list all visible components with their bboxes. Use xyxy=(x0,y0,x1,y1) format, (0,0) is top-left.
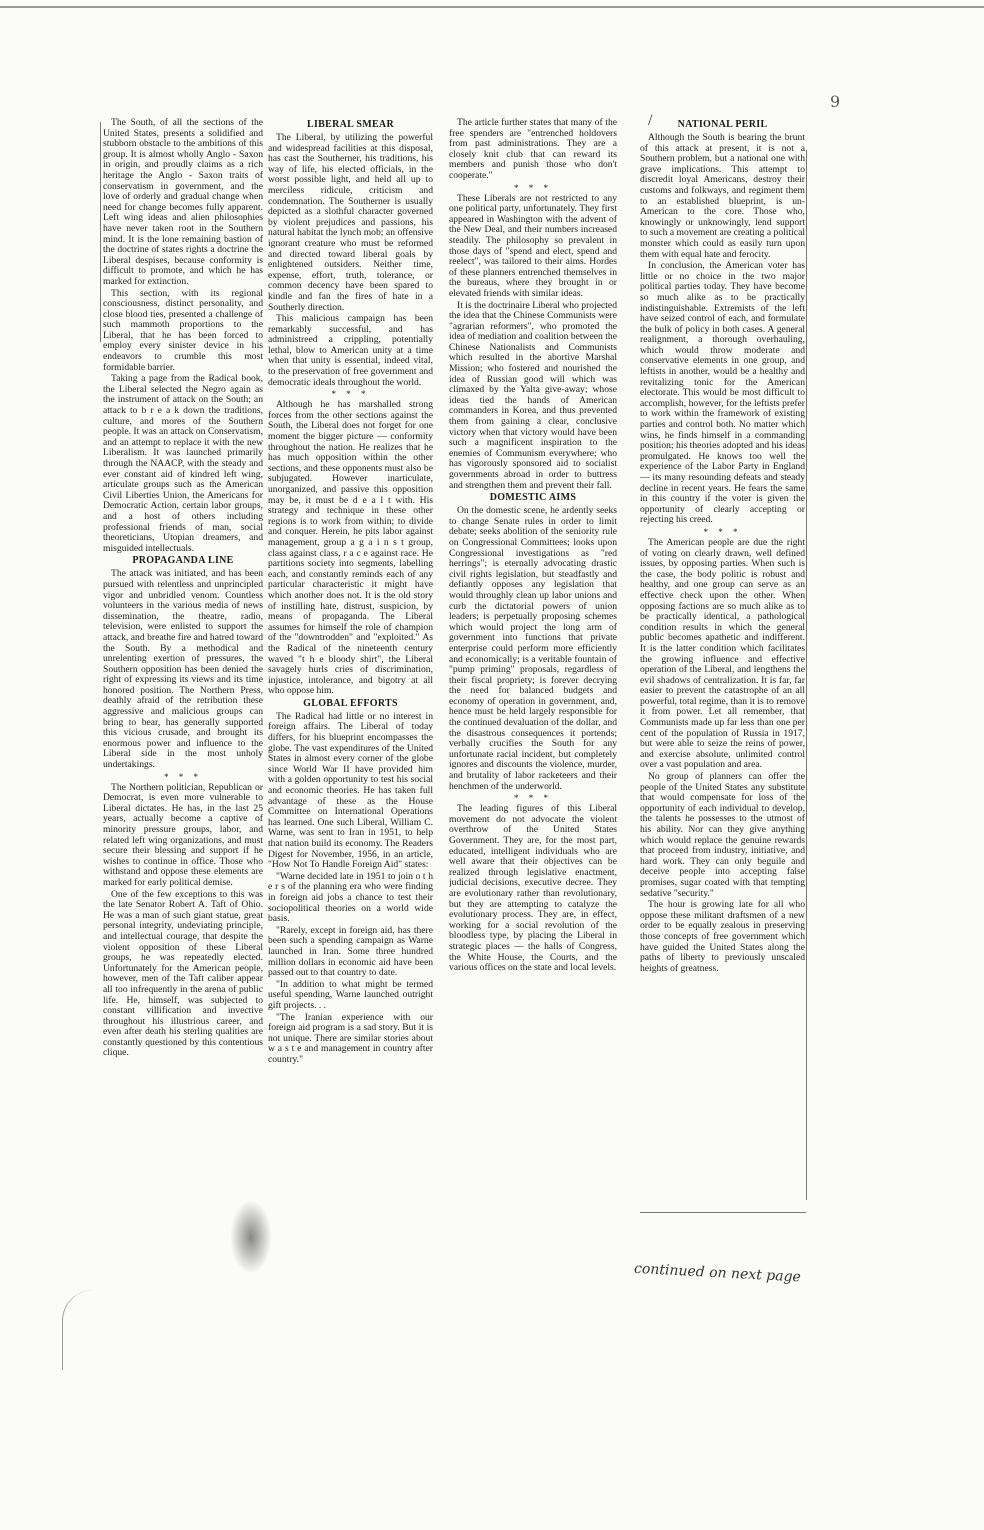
article-paragraph: In conclusion, the American voter has little or no choice in the two major political parties today. They have become so much alike as to be practically indistinguishable. Extremists of the left have seized control of each, and formulate the bulk of policy in both cases. A general realignment, a thorough overhauling, which would throw moderate and conservative elements in one group, and leftists in another, would be a healthy and revitalizing tonic for the American electorate. This would be most difficult to accomplish, however, for the leftists prefer to work within the framework of existing parties and control both. No matter which wins, he finds himself in a commanding position; his theories adopted and his ideas promulgated. He knows too well the experience of the Labor Party in England — its many resounding defeats and steady decline in recent years. He fears the same in this country if the voter is given the opportunity of clearly accepting or rejecting his creed. xyxy=(640,260,805,526)
column-4 xyxy=(640,118,805,1208)
article-paragraph: The attack was initiated, and has been pursued with relentless and unprincipled vigor and unbridled venom. Countless volunteers in the various media of news dissemination, the theatre, radio, television, were enlisted to support the attack, and breathe fire and hatred toward the South. By a methodical and unrelenting exertion of pressures, the Southern opposition has been denied the right of expressing its views and its time honored position. The Northern Press, deathly afraid of the retribution these aggressive and malicious groups can bring to bear, has generally supported this vicious crusade, and brought its enormous power and influence to the Liberal side in the most unholy undertakings. xyxy=(103,568,263,771)
section-heading: LIBERAL SMEAR xyxy=(307,119,394,130)
article-paragraph: The article further states that many of the free spenders are "entrenched holdovers from past administrations. They are a closely knit club that can reward its members and punish those who don't cooperate." xyxy=(449,118,617,181)
article-paragraph: Although the South is bearing the brunt of this attack at present, it is not a Southern problem, but a national one with grave implications. This attempt to discredit loyal Americans, destroy their customs and folkways, and regiment them to an established blueprint, is un-American to the core. Those who, knowingly or unknowingly, lend support to such a movement are creating a political monster which could as easily turn upon them with equal hate and ferocity. xyxy=(640,132,805,260)
bottom-rule xyxy=(640,1212,806,1213)
section-heading: NATIONAL PERIL xyxy=(677,119,768,130)
article-paragraph: Although he has marshalled strong forces from the other sections against the South, the Liberal does not forget for one moment the bigger picture — conformity throughout the nation. He realizes that he has much opposition within the other sections, and these opponents must also be subjugated. However inarticulate, unorganized, and passive this opposition may be, it must be d e a l t with. His strategy and technique in these other regions is to work from within; to divide and conquer. Herein, he pits labor against management, group a g a i n s t group, class against class, r a c e against race. He partitions society into segments, labelling each, and constantly reminds each of any particular characteristic it might have which another does not. It is the old story of instilling hate, distrust, suspicion, by means of propaganda. The Liberal assumes for himself the role of champion of the "downtrodden" and "exploited." As the Radical of the nineteenth century waved "t h e bloody shirt", the Liberal savagely hurls cries of discrimination, injustice, intolerance, and bigotry at all who oppose him. xyxy=(268,399,433,697)
article-paragraph: The South, of all the sections of the United States, presents a solidified and stubborn obstacle to the ambitions of this group. It is almost wholly Anglo - Saxon in origin, and proudly claims as a rich heritage the Anglo - Saxon traits of conservatism in government, and the love of orderly and gradual change when need for change becomes fully apparent. Left wing ideas and alien philosophies have never taken root in the Southern mind. It is the lone remaining bastion of the doctrine of states rights a doctrine the Liberal despises, because conformity is difficult to promote, and which he has marked for extinction. xyxy=(103,118,263,287)
article-paragraph: One of the few exceptions to this was the late Senator Robert A. Taft of Ohio. He was a man of such giant statue, great personal integrity, undeviating principle, and intellectual courage, that despite the violent opposition of these Liberal groups, he was repeatedly elected. Unfortunately for the American people, however, men of the Taft caliber appear all too infrequently in the arena of public life. He, himself, was subjected to constant villification and invective throughout his illustrious career, and even after death his sterling qualities are constantly questioned by this contentious clique. xyxy=(103,888,263,1059)
top-border-line xyxy=(0,6,984,8)
article-paragraph: "Rarely, except in foreign aid, has there been such a spending campaign as Warne launched in Iran. Some three hundred million dollars in economic aid have been passed out to that country to date. xyxy=(268,924,433,979)
article-paragraph: This malicious campaign has been remarkably successful, and has administreed a crippling, potentially lethal, blow to American unity at a time when that unity is essential, indeed vital, to the preservation of free government and democratic ideals throughout the world. xyxy=(268,313,433,388)
section-heading: GLOBAL EFFORTS xyxy=(303,697,398,709)
article-paragraph: The Radical had little or no interest in foreign affairs. The Liberal of today differs, for his blueprint encompasses the globe. The vast expenditures of the United States in almost every corner of the globe since World War II have provided him with a golden opportunity to test his social and economic theories. He has taken full advantage of these as the House Committee on International Operations has learned. One such Liberal, William C. Warne, was sent to Iran in 1951, to help that nation build its economy. The Readers Digest for November, 1956, in an article, "How Not To Handle Foreign Aid" states: xyxy=(268,710,433,871)
article-paragraph: "Warne decided late in 1951 to join o t h e r s of the planning era who were finding in foreign aid jobs a chance to test their sociopolitical theories on a world wide basis. xyxy=(268,870,433,925)
binding-curve xyxy=(62,1290,93,1370)
article-paragraph: "In addition to what might be termed useful spending, Warne launched outright gift projects. . . xyxy=(268,978,433,1011)
column-2 xyxy=(268,118,433,1268)
column-rule-right xyxy=(806,150,807,1200)
article-paragraph: These Liberals are not restricted to any one political party, unfortunately. They first appeared in Washington with the advent of the New Deal, and their numbers increased steadily. The philosophy so prevalent in those days of "spend and elect, spend and reelect", was tailored to their aims. Hordes of these planners entrenched themselves in the bureaus, where they brought in or elevated friends with similar ideas. xyxy=(449,192,617,299)
section-separator: * * * xyxy=(331,389,370,400)
section-separator: * * * xyxy=(164,771,202,782)
article-paragraph: No group of planners can offer the people of the United States any substitute that would compensate for loss of the opportunity of each individual to develop, the talents he possesses to the utmost of his ability. Nor can they give anything which would replace the genuine rewards that proceed from industry, initiative, and hard work. They can only beguile and deceive people into accepting false promises, sugar coated with that tempting sedative "security." xyxy=(640,771,805,899)
article-paragraph: On the domestic scene, he ardently seeks to change Senate rules in order to limit debate; seeks abolition of the seniority rule on Congressional Committees; looks upon Congressional investigations as "red herrings"; is eternally advocating drastic civil rights legislation, but steadfastly and defiantly opposes any legislation that would throughly clean up labor unions and curb the dictatorial powers of union leaders; is perpetually proposing schemes which would project the long arm of government into functions that private enterprise could perform more efficiently and economically; is a veritable fountain of "pump priming" proposals, regardless of their fiscal propriety; is forever decrying the need for balanced budgets and economy of operation in government, and, hence must be held largely responsible for the continued devaluation of the dollar, and the disastrous consequences it portends; verbally crucifies the South for any unfortunate racial incident, but completely ignores and discounts the violence, murder, and brutality of labor racketeers and their henchmen of the underworld. xyxy=(449,505,617,792)
ink-smudge xyxy=(230,1200,272,1274)
article-paragraph: The hour is growing late for all who oppose these militant draftsmen of a new order to be equally zealous in preserving those concepts of free government which have guided the United States along the paths of liberty to previously unscaled heights of greatness. xyxy=(640,899,805,974)
margin-slash-mark: / xyxy=(648,112,653,129)
column-1 xyxy=(103,118,263,1280)
handwritten-continuation-note: continued on next page xyxy=(633,1260,802,1286)
section-separator: * * * xyxy=(514,182,552,193)
article-paragraph: The Liberal, by utilizing the powerful and widespread facilities at this disposal, has cast the Southerner, his traditions, his way of life, his elected officials, in the worst possible light, and held all up to merciless ridicule, criticism and condemnation. The Southerner is usually depicted as a slothful character governed by violent prejudices and passions, his natural habitat the lynch mob; an offensive ignorant creature who must be reformed and directed toward liberal goals by enlightened outsiders. Neither time, expense, effort, truth, tolerance, or common decency have been spared to kindle and fan the fires of hate in a Southerly direction. xyxy=(268,132,433,313)
article-paragraph: The leading figures of this Liberal movement do not advocate the violent overthrow of the United States Government. They are, for the most part, educated, intelligent individuals who are well aware that their objectives can be realized through legislative enactment, judicial decisions, executive decree. They are evolutionary rather than revolutionary, but they are attempting to catalyze the evolutionary process. They are, in effect, working for a social revolution of the bloodless type, by placing the Liberal in strategic places — the halls of Congress, the White House, the Courts, and the various offices on the state and local levels. xyxy=(449,803,617,974)
article-paragraph: This section, with its regional consciousness, distinct personality, and close blood ties, presented a challenge of such mammoth proportions to the Liberal, that he has been forced to employ every sinister device in his endeavors to crumble this most formidable barrier. xyxy=(103,287,263,373)
article-paragraph: It is the doctrinaire Liberal who projected the idea that the Chinese Communists were "agrarian reformers", who promoted the idea of mediation and coalition between the Chinese Nationalists and Communists which resulted in the abortive Marshal Mission; who fostered and nourished the idea of Russian good will which was climaxed by the Yalta give-away; whose ideas tied the hands of American commanders in Korea, and thus prevented them from gaining a clear, conclusive victory when that victory would have been such a magnificent inspiration to the enemies of Communism everywhere; who has vigorously sponsored aid to socialist governments abroad in order to buttress and strengthen them and prevent their fall. xyxy=(449,299,617,491)
article-paragraph: The American people are due the right of voting on clearly drawn, well defined issues, by opposing parties. When such is the case, the body politic is robust and healthy, and one group can serve as an effective check upon the other. When opposing factions are so much alike as to be practically identical, a pathological condition results in which the general public becomes apathetic and indifferent. It is the latter condition which facilitates the growing influence and effective operation of the Liberal, and lengthens the evil shadows of centralization. It is far, far easier to prevent the catastrophe of an all powerful, total regime, than it is to remove it from power. Let all remember, that Communists made up far less than one per cent of the population of Russia in 1917, but were able to seize the reins of power, and exercise absolute, unlimited control over a vast population and area. xyxy=(640,536,805,771)
section-heading: DOMESTIC AIMS xyxy=(489,492,577,504)
column-rule-left xyxy=(100,122,101,342)
section-separator: * * * xyxy=(514,793,552,804)
article-paragraph: Taking a page from the Radical book, the Liberal selected the Negro again as the instrument of attack on the South; an attack to b r e a k down the traditions, culture, and mores of the Southern people. It was an attack on Conservatism, and an attempt to replace it with the new Liberalism. It was launched primarily through the NAACP, with the steady and ever constant aid of kindred left wing, articulate groups such as the American Civil Liberties Union, the Americans for Democratic Action, certain labor groups, and a host of others including professional friends of man, social theoreticians, Utopian dreamers, and misguided intellectuals. xyxy=(103,373,263,554)
section-separator: * * * xyxy=(703,526,742,537)
page-number-mark: 9 xyxy=(830,92,841,111)
article-paragraph: The Northern politician, Republican or Democrat, is even more vulnerable to Liberal dictates. He has, in the last 25 years, actually become a captive of minority pressure groups, labor, and related left wing organizations, and must secure their blessing and support if he wishes to continue in office. Those who withstand and oppose these elements are marked for early political demise. xyxy=(103,781,263,888)
column-3 xyxy=(449,118,617,1278)
article-paragraph: "The Iranian experience with our foreign aid program is a sad story. But it is not unique. There are similar stories about w a s t e and management in country after country." xyxy=(268,1011,433,1065)
section-heading: PROPAGANDA LINE xyxy=(132,555,234,567)
